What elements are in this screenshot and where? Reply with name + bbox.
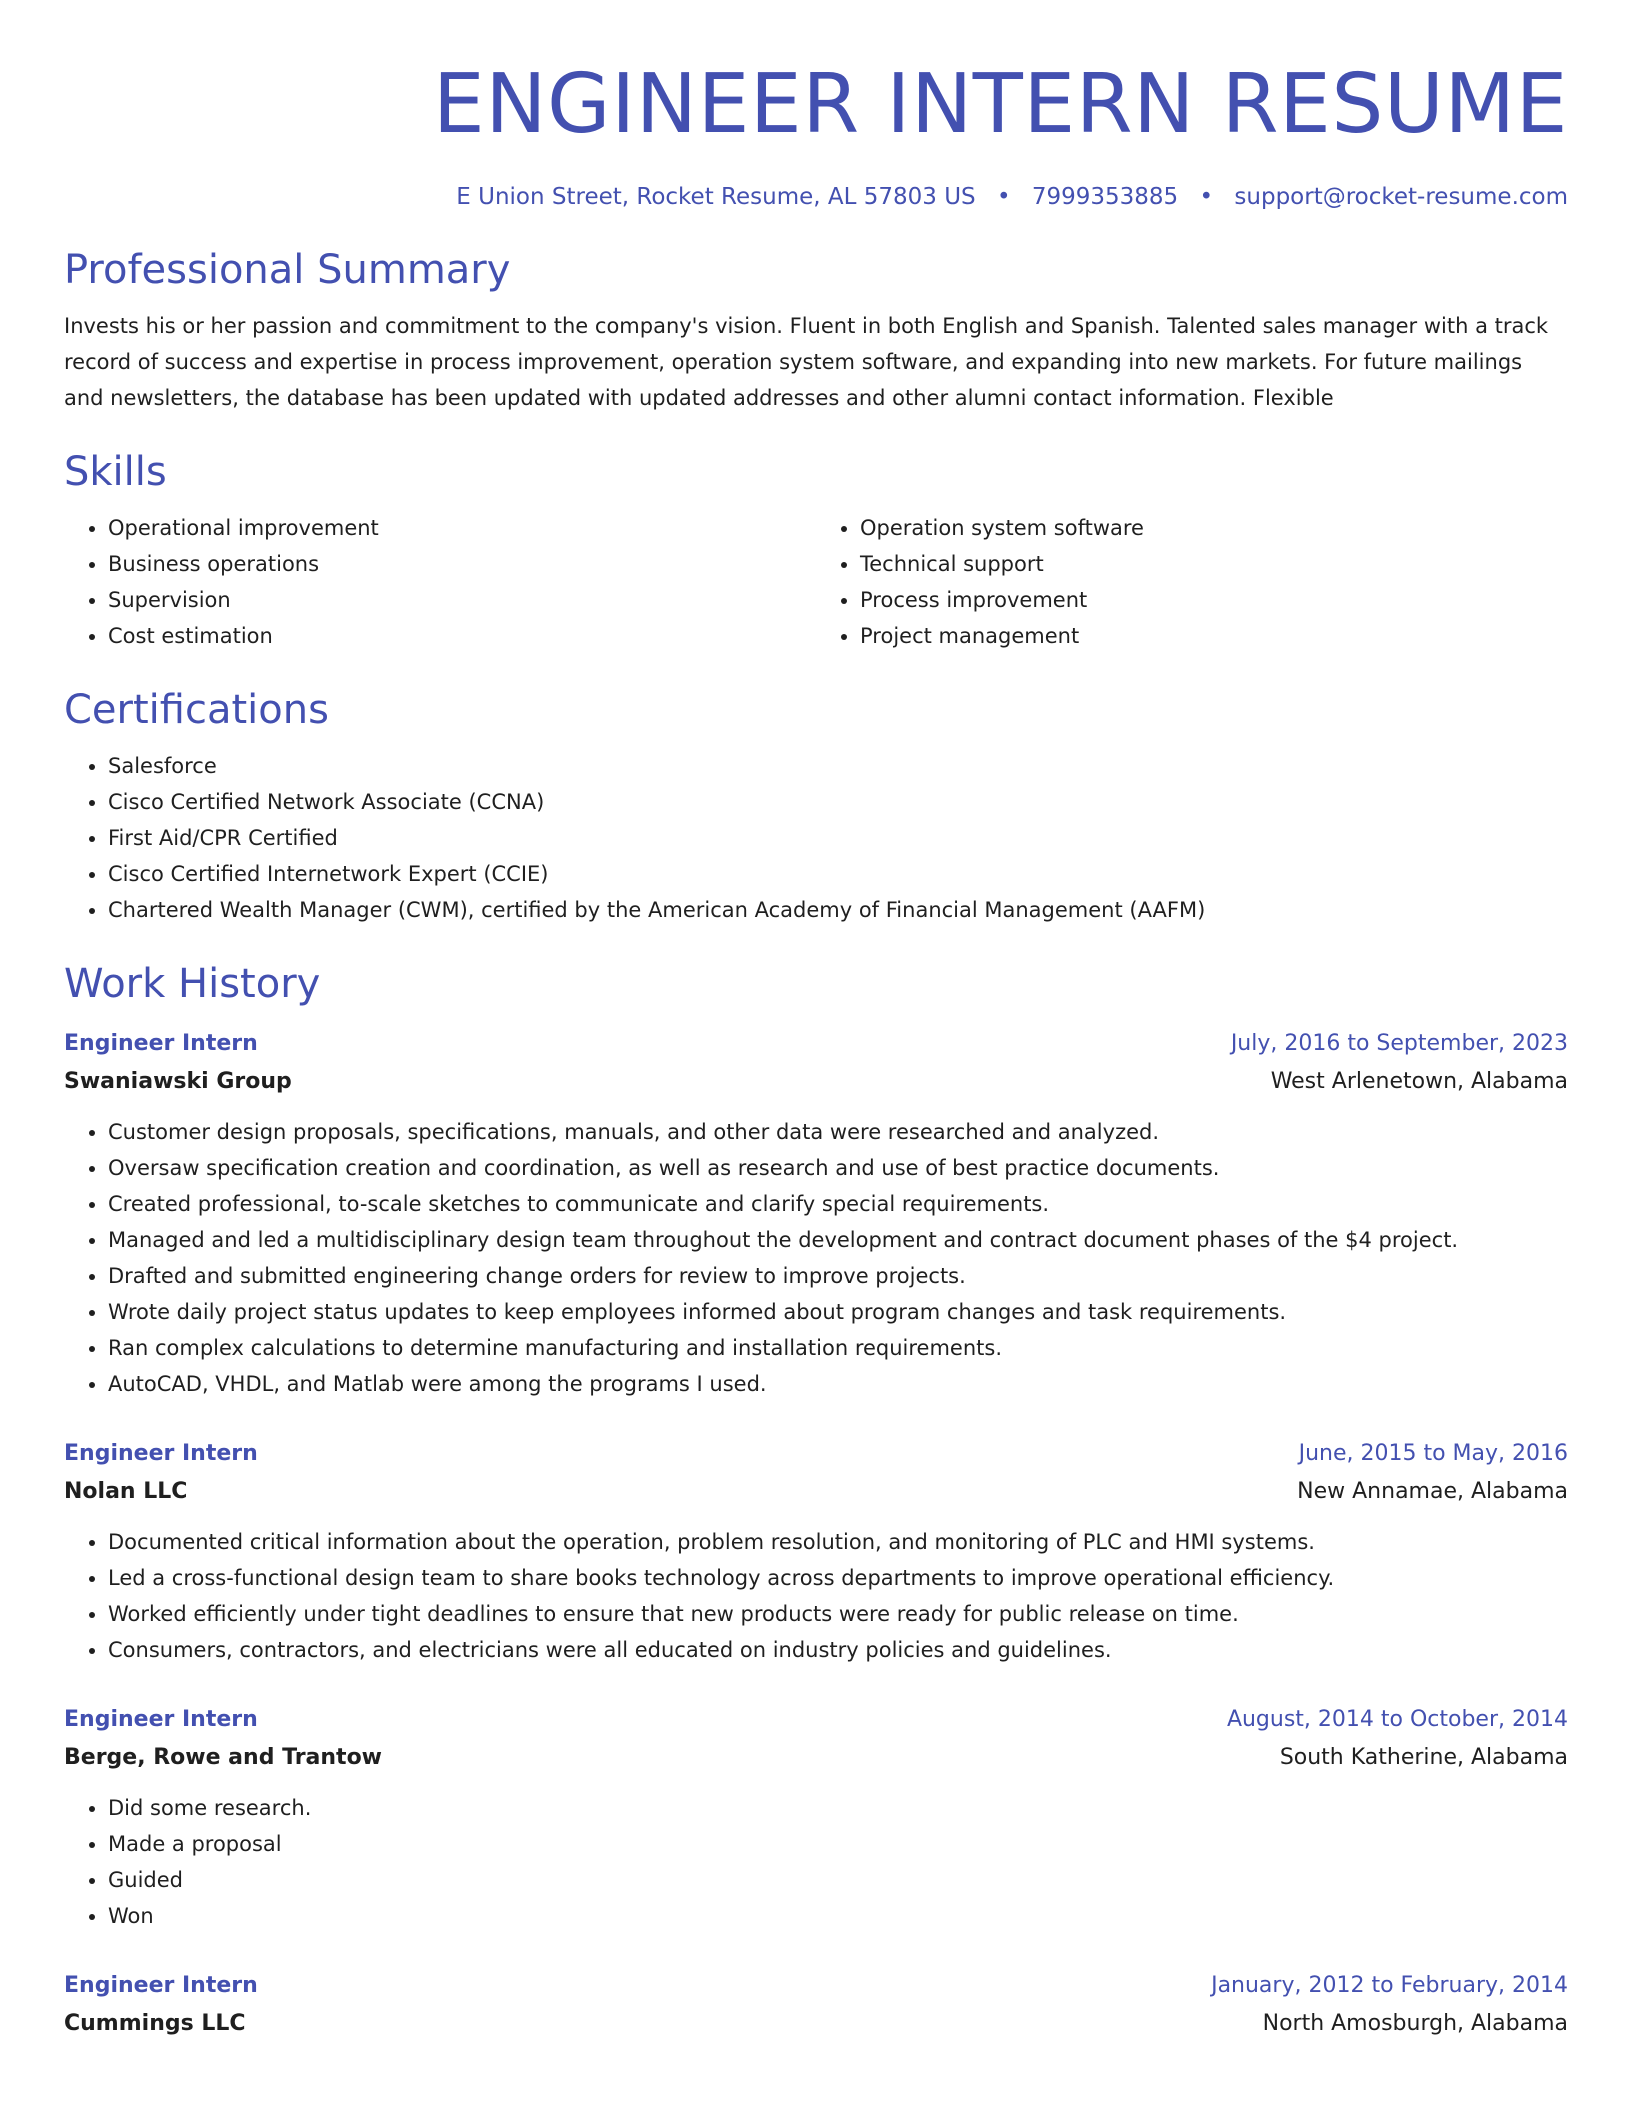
resume-header xyxy=(64,0,1568,212)
skill-item: • Process improvement xyxy=(860,582,1568,618)
job-entry xyxy=(64,1702,1568,1934)
skills-grid xyxy=(64,510,1568,654)
job-bullet: • Guided xyxy=(108,1862,1568,1898)
job-dates: June, 2015 to May, 2016 xyxy=(1298,1441,1568,1466)
job-bullet: • Created professional, to-scale sketches to communicate and clarify special requirements. xyxy=(108,1186,1568,1222)
contact-address: E Union Street, Rocket Resume, AL 57803 US xyxy=(456,184,976,210)
job-bullets xyxy=(64,1114,1568,1402)
skills-column-right xyxy=(816,510,1568,654)
job-bullet: • Managed and led a multidisciplinary design team throughout the development and contract document phases of the $4 project. xyxy=(108,1222,1568,1258)
resume-title: ENGINEER INTERN RESUME xyxy=(432,57,1568,152)
skill-item: • Operational improvement xyxy=(108,510,816,546)
work-history-section xyxy=(64,956,1568,2044)
work-history-heading: Work History xyxy=(64,961,321,1007)
job-company-row xyxy=(64,1738,1568,1778)
skills-list-left xyxy=(64,510,816,654)
job-company: Swaniawski Group xyxy=(64,1069,292,1094)
certification-item: • Chartered Wealth Manager (CWM), certified by the American Academy of Financial Management (AAFM) xyxy=(108,892,1568,928)
job-dates: January, 2012 to February, 2014 xyxy=(1211,1973,1568,1998)
job-location: South Katherine, Alabama xyxy=(1279,1745,1568,1770)
summary-section xyxy=(64,242,1568,416)
job-location: New Annamae, Alabama xyxy=(1297,1479,1568,1504)
skill-item: • Project management xyxy=(860,618,1568,654)
job-bullet: • Drafted and submitted engineering change orders for review to improve projects. xyxy=(108,1258,1568,1294)
skills-column-left xyxy=(64,510,816,654)
job-title: Engineer Intern xyxy=(64,1973,258,1998)
skill-item: • Business operations xyxy=(108,546,816,582)
job-entry xyxy=(64,1026,1568,1402)
job-entry xyxy=(64,1968,1568,2044)
job-company-row xyxy=(64,1472,1568,1512)
skill-item: • Cost estimation xyxy=(108,618,816,654)
certification-item: • Salesforce xyxy=(108,748,1568,784)
job-company: Cummings LLC xyxy=(64,2011,246,2036)
job-bullets xyxy=(64,1790,1568,1934)
job-title-row xyxy=(64,1702,1568,1738)
skill-item: • Operation system software xyxy=(860,510,1568,546)
job-location: North Amosburgh, Alabama xyxy=(1262,2011,1568,2036)
job-title-row xyxy=(64,1968,1568,2004)
job-bullet: • AutoCAD, VHDL, and Matlab were among the programs I used. xyxy=(108,1366,1568,1402)
contact-separator: • xyxy=(1199,184,1214,210)
summary-text: Invests his or her passion and commitment to the company's vision. Fluent in both English and Spanish. Talented sales manager with a track record of success and expertise in process improvement, operation system software, and expanding into new markets. For future mailings and newsletters, the database has been updated with updated addresses and other alumni contact information. Flexible xyxy=(64,314,1549,410)
certifications-heading: Certifications xyxy=(64,687,329,733)
skills-list-right xyxy=(816,510,1568,654)
job-bullet: • Ran complex calculations to determine manufacturing and installation requirements. xyxy=(108,1330,1568,1366)
job-title: Engineer Intern xyxy=(64,1707,258,1732)
job-bullet: • Consumers, contractors, and electricians were all educated on industry policies and guidelines. xyxy=(108,1632,1568,1668)
job-location: West Arlenetown, Alabama xyxy=(1270,1069,1568,1094)
skill-item: • Supervision xyxy=(108,582,816,618)
summary-heading: Professional Summary xyxy=(64,247,511,293)
job-bullet: • Led a cross-functional design team to share books technology across departments to improve operational efficiency. xyxy=(108,1560,1568,1596)
certifications-section xyxy=(64,682,1568,928)
contact-email: support@rocket-resume.com xyxy=(1234,184,1568,210)
job-bullet: • Customer design proposals, specifications, manuals, and other data were researched and analyzed. xyxy=(108,1114,1568,1150)
job-bullet: • Wrote daily project status updates to keep employees informed about program changes and task requirements. xyxy=(108,1294,1568,1330)
job-entry xyxy=(64,1436,1568,1668)
certifications-list xyxy=(64,748,1568,928)
job-company: Nolan LLC xyxy=(64,1479,188,1504)
job-title-row xyxy=(64,1436,1568,1472)
contact-separator: • xyxy=(996,184,1011,210)
certification-item: • Cisco Certified Network Associate (CCNA) xyxy=(108,784,1568,820)
job-company-row xyxy=(64,2004,1568,2044)
certification-item: • First Aid/CPR Certified xyxy=(108,820,1568,856)
job-bullets xyxy=(64,1524,1568,1668)
skill-item: • Technical support xyxy=(860,546,1568,582)
contact-phone: 7999353885 xyxy=(1031,184,1179,210)
job-dates: July, 2016 to September, 2023 xyxy=(1230,1031,1568,1056)
skills-heading: Skills xyxy=(64,449,167,495)
job-bullet: • Oversaw specification creation and coordination, as well as research and use of best practice documents. xyxy=(108,1150,1568,1186)
job-title: Engineer Intern xyxy=(64,1031,258,1056)
job-bullet: • Won xyxy=(108,1898,1568,1934)
skills-section xyxy=(64,444,1568,654)
job-company-row xyxy=(64,1062,1568,1102)
contact-line xyxy=(64,182,1568,212)
job-bullet: • Documented critical information about the operation, problem resolution, and monitoring of PLC and HMI systems. xyxy=(108,1524,1568,1560)
job-bullet: • Did some research. xyxy=(108,1790,1568,1826)
certification-item: • Cisco Certified Internetwork Expert (CCIE) xyxy=(108,856,1568,892)
job-title: Engineer Intern xyxy=(64,1441,258,1466)
job-title-row xyxy=(64,1026,1568,1062)
job-company: Berge, Rowe and Trantow xyxy=(64,1745,383,1770)
job-dates: August, 2014 to October, 2014 xyxy=(1226,1707,1568,1732)
job-bullet: • Worked efficiently under tight deadlines to ensure that new products were ready for public release on time. xyxy=(108,1596,1568,1632)
job-bullet: • Made a proposal xyxy=(108,1826,1568,1862)
